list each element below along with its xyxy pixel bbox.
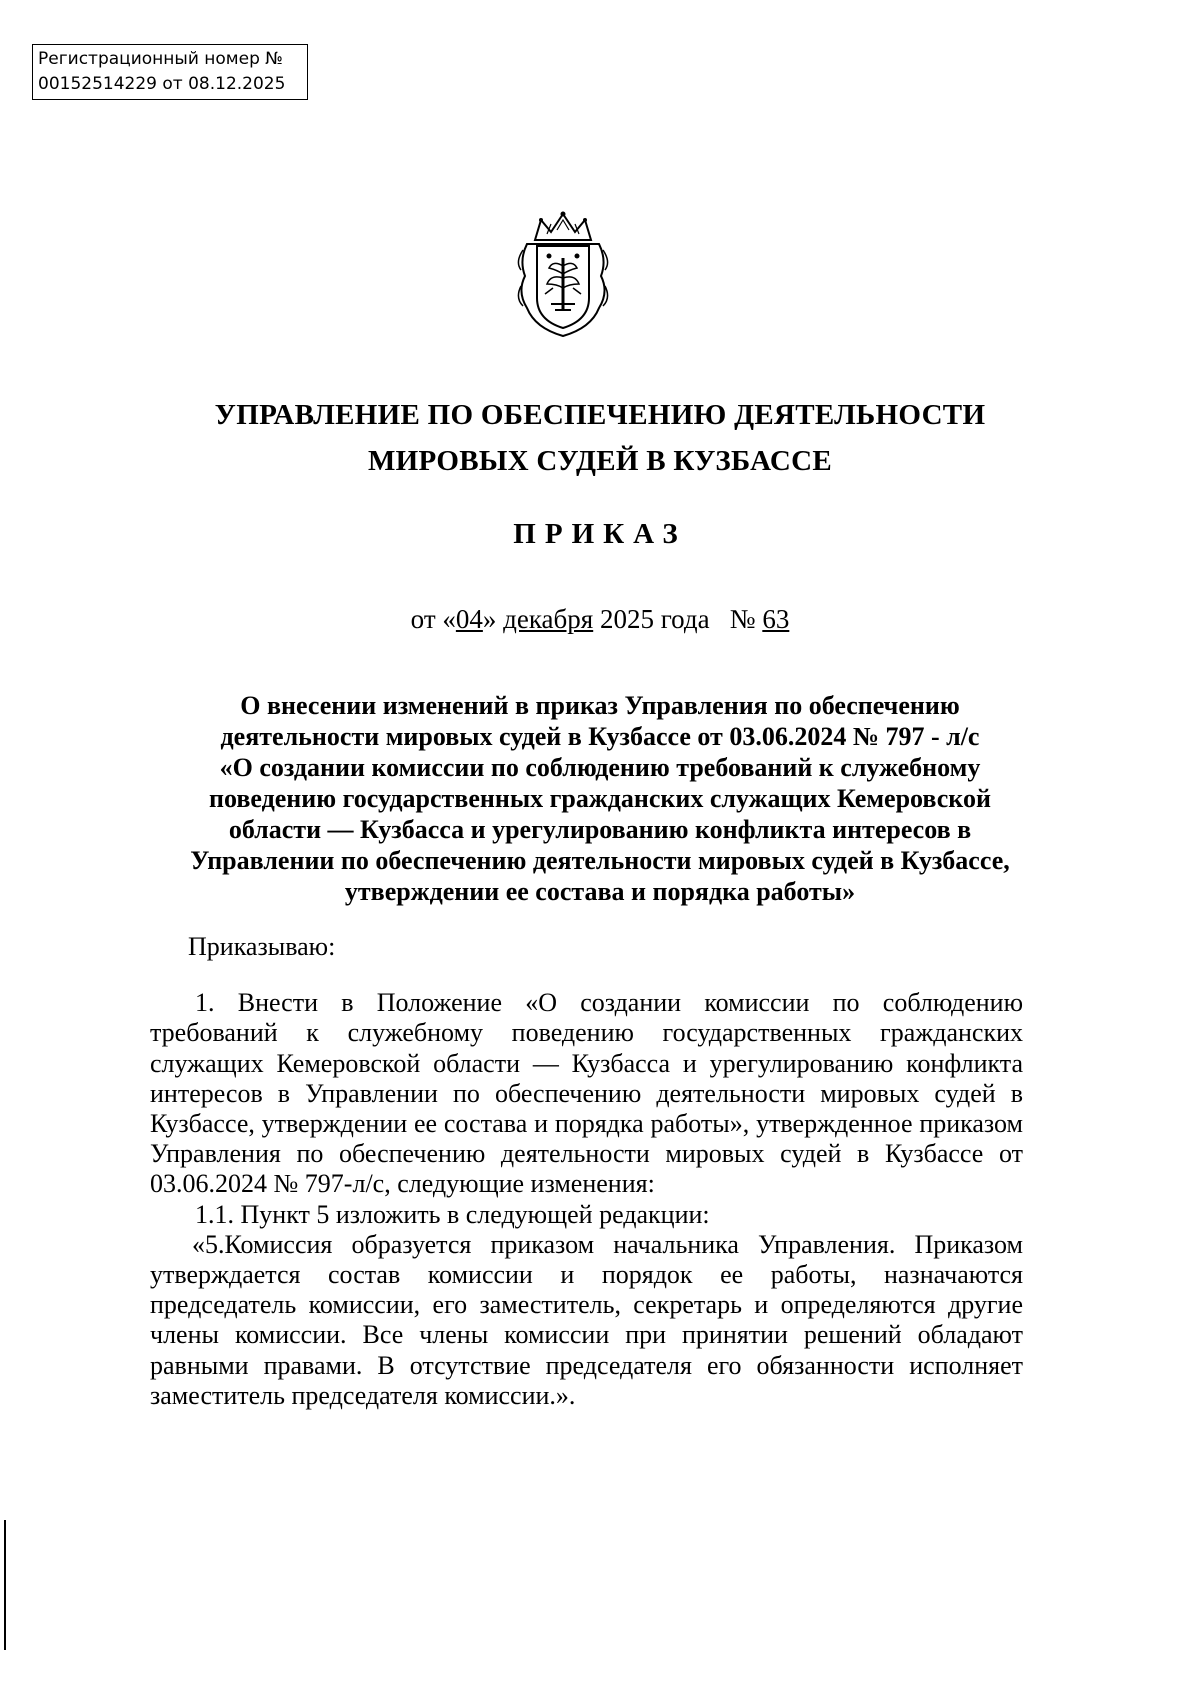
subject-line: поведению государственных гражданских служащих Кемеровской <box>209 784 991 813</box>
registration-line-2: 00152514229 от 08.12.2025 <box>38 74 286 94</box>
registration-stamp <box>32 44 308 100</box>
order-subject <box>150 690 1050 907</box>
paragraph-5-text: «5.Комиссия образуется приказом начальника Управления. Приказом утверждается состав комиссии и порядок ее работы, назначаются председатель комиссии, его заместитель, секретарь и определяются другие члены комиссии. Все члены комиссии при принятии решений обладают равными правами. В отсутствие председателя его обязанности исполняет заместитель председателя комиссии.». <box>150 1229 1023 1410</box>
paragraph-1: 1. Внести в Положение «О создании комиссии по соблюдению требований к служебному поведению государственных гражданских служащих Кемеровской области — Кузбасса и урегулированию конфликта интересов в Управлении по обеспечению деятельности мировых судей в Кузбассе, утверждении ее состава и порядка работы», утвержденное приказом Управления по обеспечению деятельности мировых судей в Кузбассе от 03.06.2024 № 797-л/с, следующие изменения: <box>150 988 1023 1199</box>
order-date-mid: » <box>482 604 504 634</box>
order-day: 04 <box>455 604 483 634</box>
order-month: декабря <box>503 604 594 634</box>
order-date-prefix: от « <box>410 604 456 634</box>
organization-title-line-2: МИРОВЫХ СУДЕЙ В КУЗБАССЕ <box>367 445 833 477</box>
document-type: ПРИКАЗ <box>513 518 687 550</box>
order-body <box>150 932 1023 1411</box>
paragraph-1-1: 1.1. Пункт 5 изложить в следующей редакции: <box>195 1199 710 1229</box>
subject-line: О внесении изменений в приказ Управления по обеспечению <box>240 691 960 720</box>
subject-line: утверждении ее состава и порядка работы» <box>344 877 856 906</box>
subject-line: области — Кузбасса и урегулированию конфликта интересов в <box>228 815 972 844</box>
subject-line: «О создании комиссии по соблюдению требований к служебному <box>219 753 981 782</box>
registration-line-1: Регистрационный номер № <box>38 49 283 69</box>
organization-title-line-1: УПРАВЛЕНИЕ ПО ОБЕСПЕЧЕНИЮ ДЕЯТЕЛЬНОСТИ <box>214 399 986 431</box>
order-number: 63 <box>762 604 790 634</box>
subject-line: Управлении по обеспечению деятельности мировых судей в Кузбассе, <box>190 846 1010 875</box>
coat-of-arms-icon <box>513 210 613 340</box>
subject-line: деятельности мировых судей в Кузбассе от 03.06.2024 № 797 - л/с <box>220 722 980 751</box>
order-date-line <box>150 604 1050 635</box>
order-lead: Приказываю: <box>188 932 336 961</box>
organization-title <box>150 392 1050 484</box>
scan-margin-mark <box>4 1520 6 1650</box>
order-year: 2025 года № <box>593 604 763 634</box>
